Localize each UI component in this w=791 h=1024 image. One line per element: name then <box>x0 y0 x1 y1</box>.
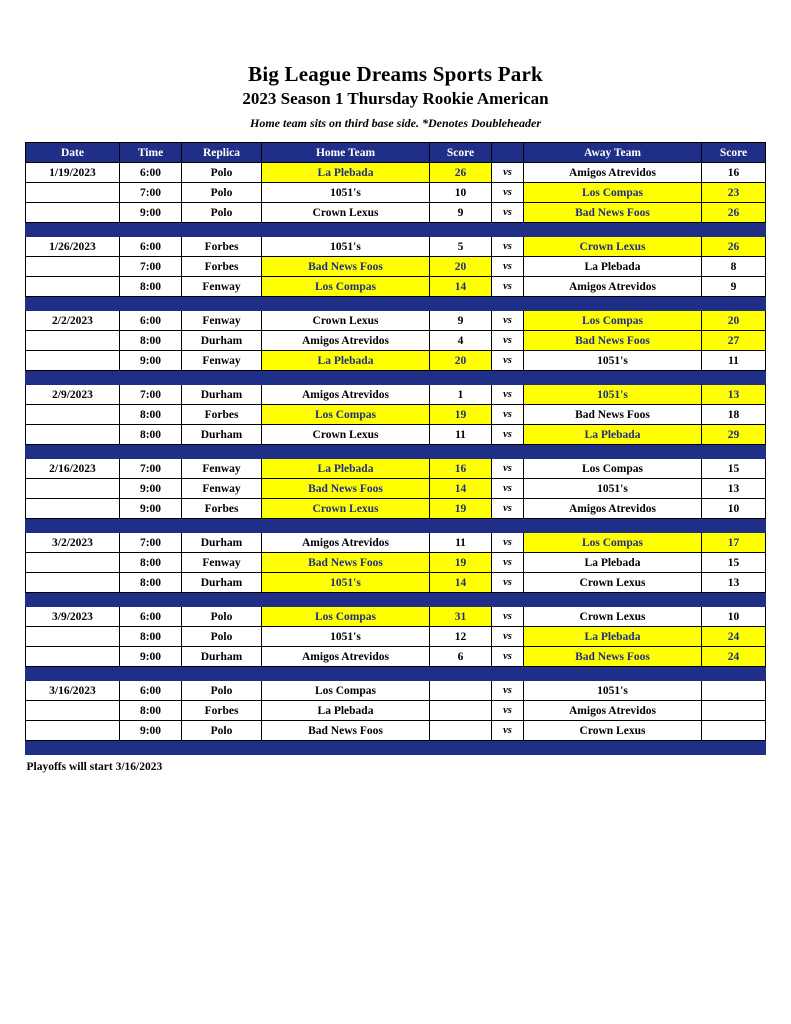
page-note: Home team sits on third base side. *Denotes Doubleheader <box>250 115 541 130</box>
cell-home-team: Amigos Atrevidos <box>262 331 430 351</box>
cell-home-score: 26 <box>430 163 492 183</box>
group-separator <box>26 519 766 533</box>
cell-time: 7:00 <box>120 257 182 277</box>
column-header-time: Time <box>120 143 182 163</box>
cell-home-score <box>430 681 492 701</box>
cell-date <box>26 553 120 573</box>
table-row <box>26 553 766 573</box>
cell-away-score <box>702 721 766 741</box>
cell-replica: Fenway <box>182 479 262 499</box>
cell-away-score: 10 <box>702 607 766 627</box>
table-row <box>26 311 766 331</box>
page-title: Big League Dreams Sports Park <box>248 62 543 86</box>
group-separator-cell <box>26 371 766 385</box>
cell-away-score: 9 <box>702 277 766 297</box>
cell-home-score: 9 <box>430 203 492 223</box>
cell-away-score: 16 <box>702 163 766 183</box>
table-row <box>26 681 766 701</box>
cell-home-score: 19 <box>430 405 492 425</box>
cell-replica: Polo <box>182 681 262 701</box>
cell-away-team: 1051's <box>524 351 702 371</box>
cell-away-team: 1051's <box>524 479 702 499</box>
cell-away-score: 24 <box>702 627 766 647</box>
cell-home-team: Crown Lexus <box>262 203 430 223</box>
cell-time: 6:00 <box>120 163 182 183</box>
page-subtitle: 2023 Season 1 Thursday Rookie American <box>242 89 549 109</box>
table-row <box>26 573 766 593</box>
cell-time: 8:00 <box>120 701 182 721</box>
group-separator <box>26 741 766 755</box>
cell-home-team: Amigos Atrevidos <box>262 647 430 667</box>
cell-replica: Durham <box>182 533 262 553</box>
cell-away-team: Crown Lexus <box>524 573 702 593</box>
group-separator-cell <box>26 667 766 681</box>
cell-home-team: 1051's <box>262 627 430 647</box>
cell-vs: vs <box>492 533 524 553</box>
cell-away-team: Amigos Atrevidos <box>524 701 702 721</box>
cell-away-score: 23 <box>702 183 766 203</box>
cell-home-team: La Plebada <box>262 163 430 183</box>
cell-away-team: Crown Lexus <box>524 721 702 741</box>
cell-vs: vs <box>492 203 524 223</box>
cell-vs: vs <box>492 681 524 701</box>
cell-time: 7:00 <box>120 533 182 553</box>
cell-date: 2/9/2023 <box>26 385 120 405</box>
cell-away-score: 10 <box>702 499 766 519</box>
table-row <box>26 721 766 741</box>
cell-replica: Fenway <box>182 553 262 573</box>
cell-replica: Polo <box>182 163 262 183</box>
header-row <box>26 143 766 163</box>
cell-time: 8:00 <box>120 405 182 425</box>
cell-home-score: 11 <box>430 533 492 553</box>
cell-away-team: La Plebada <box>524 553 702 573</box>
cell-date <box>26 183 120 203</box>
cell-away-team: Bad News Foos <box>524 203 702 223</box>
cell-time: 9:00 <box>120 647 182 667</box>
cell-date <box>26 499 120 519</box>
cell-time: 7:00 <box>120 459 182 479</box>
cell-date <box>26 627 120 647</box>
cell-home-score: 31 <box>430 607 492 627</box>
cell-home-score: 12 <box>430 627 492 647</box>
cell-vs: vs <box>492 701 524 721</box>
cell-replica: Forbes <box>182 237 262 257</box>
cell-vs: vs <box>492 647 524 667</box>
cell-home-team: Los Compas <box>262 681 430 701</box>
table-row <box>26 479 766 499</box>
cell-date <box>26 573 120 593</box>
group-separator <box>26 445 766 459</box>
table-body <box>26 163 766 755</box>
cell-vs: vs <box>492 405 524 425</box>
cell-time: 9:00 <box>120 351 182 371</box>
cell-time: 8:00 <box>120 573 182 593</box>
cell-vs: vs <box>492 277 524 297</box>
table-row <box>26 183 766 203</box>
cell-replica: Durham <box>182 331 262 351</box>
cell-vs: vs <box>492 721 524 741</box>
cell-vs: vs <box>492 351 524 371</box>
cell-vs: vs <box>492 573 524 593</box>
cell-replica: Fenway <box>182 459 262 479</box>
cell-date <box>26 405 120 425</box>
cell-replica: Fenway <box>182 351 262 371</box>
cell-date <box>26 425 120 445</box>
cell-date <box>26 277 120 297</box>
cell-replica: Durham <box>182 385 262 405</box>
table-row <box>26 163 766 183</box>
cell-vs: vs <box>492 499 524 519</box>
table-row <box>26 257 766 277</box>
cell-away-score: 8 <box>702 257 766 277</box>
cell-away-score: 11 <box>702 351 766 371</box>
table-row <box>26 203 766 223</box>
cell-away-team: Crown Lexus <box>524 237 702 257</box>
cell-time: 6:00 <box>120 607 182 627</box>
cell-home-score: 14 <box>430 479 492 499</box>
cell-away-team: Amigos Atrevidos <box>524 277 702 297</box>
cell-away-team: La Plebada <box>524 257 702 277</box>
cell-home-team: La Plebada <box>262 701 430 721</box>
cell-time: 6:00 <box>120 681 182 701</box>
table-row <box>26 277 766 297</box>
cell-home-team: Bad News Foos <box>262 479 430 499</box>
cell-date: 3/2/2023 <box>26 533 120 553</box>
cell-vs: vs <box>492 237 524 257</box>
cell-home-team: Crown Lexus <box>262 425 430 445</box>
table-row <box>26 499 766 519</box>
cell-time: 6:00 <box>120 311 182 331</box>
cell-date: 2/2/2023 <box>26 311 120 331</box>
cell-replica: Polo <box>182 627 262 647</box>
cell-date <box>26 701 120 721</box>
cell-vs: vs <box>492 183 524 203</box>
cell-date: 1/19/2023 <box>26 163 120 183</box>
cell-time: 8:00 <box>120 331 182 351</box>
cell-away-team: 1051's <box>524 385 702 405</box>
cell-replica: Durham <box>182 425 262 445</box>
cell-vs: vs <box>492 607 524 627</box>
cell-replica: Polo <box>182 721 262 741</box>
cell-date <box>26 351 120 371</box>
table-row <box>26 607 766 627</box>
cell-home-score: 14 <box>430 573 492 593</box>
cell-home-score: 6 <box>430 647 492 667</box>
cell-home-team: Bad News Foos <box>262 721 430 741</box>
cell-home-team: Amigos Atrevidos <box>262 385 430 405</box>
cell-vs: vs <box>492 257 524 277</box>
cell-home-score: 20 <box>430 351 492 371</box>
table-row <box>26 533 766 553</box>
cell-time: 9:00 <box>120 203 182 223</box>
cell-away-team: Los Compas <box>524 459 702 479</box>
cell-away-score: 13 <box>702 573 766 593</box>
cell-vs: vs <box>492 425 524 445</box>
cell-home-team: Bad News Foos <box>262 257 430 277</box>
cell-home-score <box>430 701 492 721</box>
cell-home-team: Los Compas <box>262 607 430 627</box>
cell-time: 7:00 <box>120 183 182 203</box>
cell-away-score: 24 <box>702 647 766 667</box>
cell-away-team: Los Compas <box>524 533 702 553</box>
cell-date: 3/9/2023 <box>26 607 120 627</box>
cell-away-team: Los Compas <box>524 311 702 331</box>
cell-away-score: 15 <box>702 459 766 479</box>
cell-away-score: 13 <box>702 385 766 405</box>
cell-home-score: 20 <box>430 257 492 277</box>
group-separator-cell <box>26 519 766 533</box>
cell-time: 6:00 <box>120 237 182 257</box>
cell-home-team: Bad News Foos <box>262 553 430 573</box>
cell-away-team: 1051's <box>524 681 702 701</box>
group-separator-cell <box>26 297 766 311</box>
cell-replica: Forbes <box>182 701 262 721</box>
table-row <box>26 647 766 667</box>
table-row <box>26 331 766 351</box>
cell-away-team: Crown Lexus <box>524 607 702 627</box>
cell-home-team: Crown Lexus <box>262 311 430 331</box>
cell-home-team: 1051's <box>262 573 430 593</box>
cell-away-score: 18 <box>702 405 766 425</box>
cell-vs: vs <box>492 627 524 647</box>
cell-home-score: 16 <box>430 459 492 479</box>
cell-date <box>26 203 120 223</box>
column-header-away-team: Away Team <box>524 143 702 163</box>
column-header-away-score: Score <box>702 143 766 163</box>
column-header-date: Date <box>26 143 120 163</box>
cell-home-team: La Plebada <box>262 459 430 479</box>
cell-vs: vs <box>492 163 524 183</box>
group-separator <box>26 223 766 237</box>
cell-home-team: Los Compas <box>262 277 430 297</box>
cell-away-score: 20 <box>702 311 766 331</box>
column-header-home-score: Score <box>430 143 492 163</box>
cell-away-score: 26 <box>702 203 766 223</box>
cell-home-team: Los Compas <box>262 405 430 425</box>
table-row <box>26 459 766 479</box>
cell-vs: vs <box>492 553 524 573</box>
cell-away-team: La Plebada <box>524 627 702 647</box>
cell-home-team: 1051's <box>262 237 430 257</box>
cell-home-score: 5 <box>430 237 492 257</box>
cell-home-score <box>430 721 492 741</box>
cell-home-score: 9 <box>430 311 492 331</box>
table-row <box>26 425 766 445</box>
column-header-home-team: Home Team <box>262 143 430 163</box>
cell-time: 9:00 <box>120 499 182 519</box>
cell-time: 8:00 <box>120 627 182 647</box>
cell-vs: vs <box>492 311 524 331</box>
cell-date: 2/16/2023 <box>26 459 120 479</box>
group-separator <box>26 667 766 681</box>
footer-note: Playoffs will start 3/16/2023 <box>26 761 163 774</box>
column-header-vs <box>492 143 524 163</box>
table-header <box>26 143 766 163</box>
cell-home-score: 11 <box>430 425 492 445</box>
group-separator <box>26 297 766 311</box>
cell-away-team: Amigos Atrevidos <box>524 499 702 519</box>
cell-away-score: 13 <box>702 479 766 499</box>
cell-replica: Polo <box>182 203 262 223</box>
cell-home-score: 10 <box>430 183 492 203</box>
column-header-replica: Replica <box>182 143 262 163</box>
cell-date <box>26 257 120 277</box>
cell-vs: vs <box>492 479 524 499</box>
cell-home-score: 4 <box>430 331 492 351</box>
cell-date <box>26 647 120 667</box>
cell-vs: vs <box>492 459 524 479</box>
cell-replica: Fenway <box>182 311 262 331</box>
cell-vs: vs <box>492 331 524 351</box>
cell-replica: Polo <box>182 607 262 627</box>
cell-home-score: 1 <box>430 385 492 405</box>
cell-home-team: La Plebada <box>262 351 430 371</box>
cell-time: 8:00 <box>120 277 182 297</box>
cell-date: 3/16/2023 <box>26 681 120 701</box>
group-separator-cell <box>26 741 766 755</box>
group-separator-cell <box>26 593 766 607</box>
cell-away-score: 26 <box>702 237 766 257</box>
table-row <box>26 385 766 405</box>
schedule-table <box>25 142 766 755</box>
cell-time: 7:00 <box>120 385 182 405</box>
cell-date <box>26 331 120 351</box>
cell-replica: Fenway <box>182 277 262 297</box>
cell-time: 9:00 <box>120 479 182 499</box>
cell-time: 9:00 <box>120 721 182 741</box>
cell-time: 8:00 <box>120 553 182 573</box>
cell-away-team: Amigos Atrevidos <box>524 163 702 183</box>
cell-away-score: 27 <box>702 331 766 351</box>
cell-vs: vs <box>492 385 524 405</box>
cell-away-score <box>702 701 766 721</box>
cell-away-team: Bad News Foos <box>524 405 702 425</box>
cell-away-team: La Plebada <box>524 425 702 445</box>
cell-replica: Forbes <box>182 499 262 519</box>
group-separator-cell <box>26 223 766 237</box>
cell-home-team: Crown Lexus <box>262 499 430 519</box>
cell-replica: Durham <box>182 647 262 667</box>
cell-date <box>26 479 120 499</box>
cell-home-score: 19 <box>430 499 492 519</box>
cell-away-score: 15 <box>702 553 766 573</box>
group-separator-cell <box>26 445 766 459</box>
table-row <box>26 351 766 371</box>
cell-home-team: Amigos Atrevidos <box>262 533 430 553</box>
cell-away-score <box>702 681 766 701</box>
cell-away-team: Bad News Foos <box>524 647 702 667</box>
table-row <box>26 237 766 257</box>
cell-away-team: Bad News Foos <box>524 331 702 351</box>
cell-away-team: Los Compas <box>524 183 702 203</box>
cell-home-team: 1051's <box>262 183 430 203</box>
cell-replica: Polo <box>182 183 262 203</box>
cell-home-score: 14 <box>430 277 492 297</box>
cell-date: 1/26/2023 <box>26 237 120 257</box>
table-row <box>26 701 766 721</box>
title-block <box>0 0 791 134</box>
cell-away-score: 29 <box>702 425 766 445</box>
group-separator <box>26 371 766 385</box>
cell-date <box>26 721 120 741</box>
group-separator <box>26 593 766 607</box>
table-row <box>26 627 766 647</box>
table-row <box>26 405 766 425</box>
cell-replica: Forbes <box>182 257 262 277</box>
cell-replica: Durham <box>182 573 262 593</box>
cell-replica: Forbes <box>182 405 262 425</box>
cell-away-score: 17 <box>702 533 766 553</box>
cell-time: 8:00 <box>120 425 182 445</box>
cell-home-score: 19 <box>430 553 492 573</box>
